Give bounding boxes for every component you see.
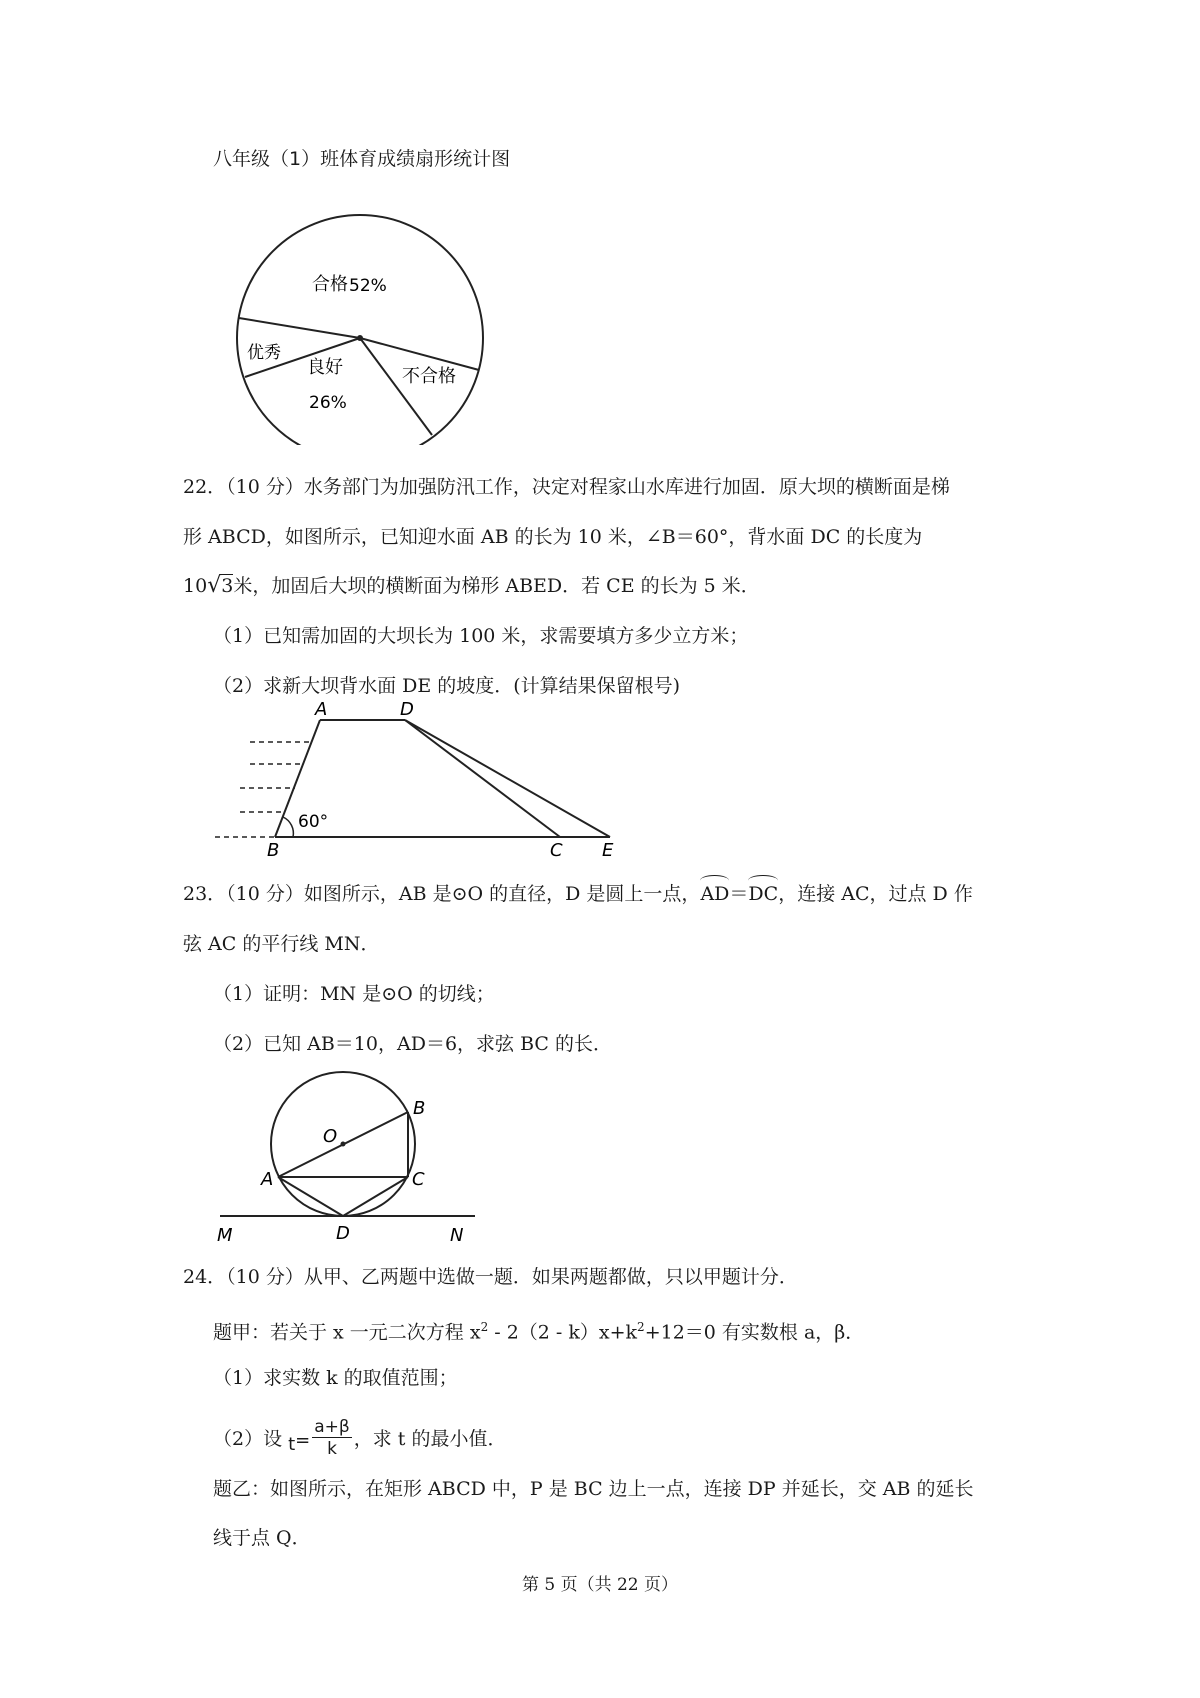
circle-label-C: C xyxy=(412,1169,425,1190)
q24-t: t xyxy=(288,1433,296,1455)
circle-label-B: B xyxy=(413,1098,426,1119)
circle-label-N: N xyxy=(450,1225,464,1246)
dam-label-B: B xyxy=(267,840,280,860)
pie-center xyxy=(357,335,363,341)
q22-line3-coef: 10 xyxy=(183,575,208,597)
dam-figure xyxy=(205,700,625,860)
q23-line2: 弦 AC 的平行线 MN． xyxy=(183,933,380,955)
dam-angle-label: 60° xyxy=(298,812,329,832)
circle-figure xyxy=(205,1058,490,1248)
q24-sub1: （1）求实数 k 的取值范围； xyxy=(213,1367,458,1389)
pie-label-fail: 不合格 xyxy=(402,366,456,387)
q24-yi-line1: 题乙：如图所示，在矩形 ABCD 中，P 是 BC 边上一点，连接 DP 并延长，交 AB 的延长 xyxy=(213,1478,974,1500)
pie-label-excellent: 优秀 xyxy=(247,343,281,363)
q23-sub1: （1）证明：MN 是⊙O 的切线； xyxy=(213,983,495,1005)
pie-circle xyxy=(237,215,483,445)
q24-fraction xyxy=(312,1417,352,1460)
dam-label-A: A xyxy=(315,700,328,720)
q22-sqrt-radicand: 3 xyxy=(221,575,234,597)
pie-label-pass: 合格 xyxy=(312,274,348,295)
dam-label-D: D xyxy=(400,700,414,720)
q24-yi-line2: 线于点 Q． xyxy=(213,1527,311,1549)
q23-arc-AD: AD xyxy=(700,883,730,905)
dam-label-C: C xyxy=(550,840,563,860)
pie-slice-divider-1 xyxy=(239,318,360,338)
q24-frac-den: k xyxy=(327,1439,337,1459)
q23-arc-DC: DC xyxy=(748,883,779,905)
q22-line1: 22．（10 分）水务部门为加强防汛工作，决定对程家山水库进行加固．原大坝的横断面是梯 xyxy=(183,476,950,498)
q22-line3: 10√3米，加固后大坝的横断面为梯形 ABED．若 CE 的长为 5 米． xyxy=(183,573,760,598)
circle-label-O: O xyxy=(323,1126,338,1147)
q22-sub1: （1）已知需加固的大坝长为 100 米，求需要填方多少立方米； xyxy=(213,625,749,647)
q22-line3-rest: 米，加固后大坝的横断面为梯形 ABED．若 CE 的长为 5 米． xyxy=(233,575,760,597)
pie-label-good: 良好 xyxy=(307,357,343,378)
q22-sub2: （2）求新大坝背水面 DE 的坡度．(计算结果保留根号) xyxy=(213,675,681,697)
q24-line1: 24．（10 分）从甲、乙两题中选做一题．如果两题都做，只以甲题计分． xyxy=(183,1266,798,1288)
q24-frac-num: a+β xyxy=(314,1417,350,1437)
q24-sub2: （2）设 t = $\frac{a+\beta}{k}$ ，求 t 的最小值． xyxy=(213,1417,507,1459)
pie-chart xyxy=(225,205,485,445)
dam-label-E: E xyxy=(602,840,614,860)
circle-label-D: D xyxy=(336,1223,350,1244)
q23-line1: 23．（10 分）如图所示，AB 是⊙O 的直径，D 是圆上一点， AD＝ DC，连接 AC，过点 D 作 xyxy=(183,882,973,906)
pie-label-good-pct: 26% xyxy=(309,393,347,413)
page-footer: 第 5 页（共 22 页） xyxy=(521,1575,679,1595)
q24-jia: 题甲：若关于 x 一元二次方程 $x^2 - 2(2 - k)x+k^2+12=0$ 有实数根 a，β． xyxy=(213,1320,865,1344)
pie-label-pass-pct: 52% xyxy=(349,276,387,296)
q23-sub2: （2）已知 AB＝10，AD＝6，求弦 BC 的长． xyxy=(213,1033,612,1055)
pie-chart-title: 八年级（1）班体育成绩扇形统计图 xyxy=(213,148,511,170)
circle-label-A: A xyxy=(261,1169,274,1190)
circle-label-M: M xyxy=(217,1225,233,1246)
q22-line2: 形 ABCD，如图所示，已知迎水面 AB 的长为 10 米，∠B＝60°，背水面 DC 的长度为 xyxy=(183,526,923,548)
